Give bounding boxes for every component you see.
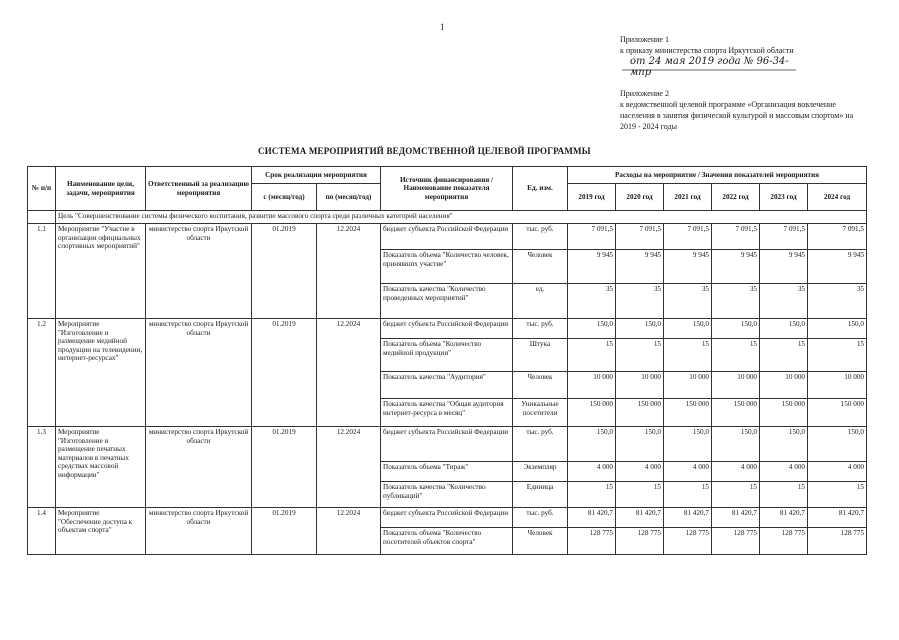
source-cell: Показатель объема "Тираж" [381, 462, 513, 482]
source-cell: бюджет субъекта Российской Федерации [381, 224, 513, 250]
unit-cell: Единица [513, 482, 568, 508]
header-unit: Ед. изм. [513, 167, 568, 211]
table-row [28, 508, 867, 528]
appendix1-title: Приложение 1 [620, 35, 669, 44]
value-cell: 15 [712, 482, 760, 508]
item-name: Мероприятие "Изготовление и размещение печатных материалов в печатных средствах массовой информации" [56, 427, 146, 508]
value-cell: 81 420,7 [712, 508, 760, 528]
table-row [28, 319, 867, 339]
source-cell: Показатель качества "Количество публикаций" [381, 482, 513, 508]
value-cell: 15 [760, 339, 808, 372]
item-number: 1.2 [28, 319, 56, 427]
unit-cell: ед. [513, 284, 568, 319]
source-cell: Показатель объема "Количество медийной продукции" [381, 339, 513, 372]
value-cell: 35 [664, 284, 712, 319]
item-responsible: министерство спорта Иркутской области [146, 224, 252, 319]
value-cell: 35 [808, 284, 867, 319]
item-to: 12.2024 [317, 319, 381, 427]
value-cell: 150,0 [760, 319, 808, 339]
appendix2-title: Приложение 2 [620, 89, 669, 98]
header-year: 2022 год [712, 184, 760, 211]
item-from: 01.2019 [252, 224, 317, 319]
header-year: 2019 год [568, 184, 616, 211]
table-row [28, 427, 867, 462]
item-from: 01.2019 [252, 508, 317, 555]
measures-table [27, 166, 867, 555]
item-responsible: министерство спорта Иркутской области [146, 319, 252, 427]
value-cell: 15 [712, 339, 760, 372]
value-cell: 150 000 [664, 399, 712, 427]
unit-cell: тыс. руб. [513, 427, 568, 462]
header-year: 2024 год [808, 184, 867, 211]
source-cell: бюджет субъекта Российской Федерации [381, 319, 513, 339]
value-cell: 128 775 [616, 528, 664, 555]
value-cell: 7 091,5 [568, 224, 616, 250]
value-cell: 35 [616, 284, 664, 319]
value-cell: 81 420,7 [664, 508, 712, 528]
item-name: Мероприятие "Обеспечение доступа к объектам спорта" [56, 508, 146, 555]
value-cell: 150 000 [808, 399, 867, 427]
header-from: с (месяц/год) [252, 184, 317, 211]
value-cell: 150,0 [808, 319, 867, 339]
value-cell: 9 945 [664, 250, 712, 284]
value-cell: 35 [568, 284, 616, 319]
header-year: 2021 год [664, 184, 712, 211]
value-cell: 128 775 [760, 528, 808, 555]
item-responsible: министерство спорта Иркутской области [146, 508, 252, 555]
item-to: 12.2024 [317, 427, 381, 508]
header-period: Срок реализации мероприятия [252, 167, 381, 184]
value-cell: 9 945 [760, 250, 808, 284]
value-cell: 7 091,5 [808, 224, 867, 250]
header-source: Источник финансирования / Наименование показателя мероприятия [381, 167, 513, 211]
unit-cell: тыс. руб. [513, 508, 568, 528]
value-cell: 150 000 [568, 399, 616, 427]
appendix1-order: к приказу министерства спорта Иркутской области [620, 46, 794, 55]
value-cell: 4 000 [664, 462, 712, 482]
value-cell: 150,0 [808, 427, 867, 462]
value-cell: 150,0 [664, 427, 712, 462]
source-cell: Показатель качества "Аудитория" [381, 372, 513, 399]
value-cell: 10 000 [664, 372, 712, 399]
item-from: 01.2019 [252, 319, 317, 427]
value-cell: 7 091,5 [664, 224, 712, 250]
value-cell: 15 [808, 339, 867, 372]
source-cell: Показатель качества "Общая аудитория интернет-ресурса в месяц" [381, 399, 513, 427]
value-cell: 35 [760, 284, 808, 319]
unit-cell: Экземпляр [513, 462, 568, 482]
source-cell: Показатель объема "Количество человек, принявших участие" [381, 250, 513, 284]
table-row [28, 224, 867, 250]
value-cell: 150,0 [712, 319, 760, 339]
unit-cell: Штука [513, 339, 568, 372]
value-cell: 150,0 [664, 319, 712, 339]
item-to: 12.2024 [317, 508, 381, 555]
document-title: СИСТЕМА МЕРОПРИЯТИЙ ВЕДОМСТВЕННОЙ ЦЕЛЕВОЙ ПРОГРАММЫ [258, 146, 591, 156]
value-cell: 15 [664, 482, 712, 508]
unit-cell: Человек [513, 250, 568, 284]
value-cell: 10 000 [568, 372, 616, 399]
unit-cell: Человек [513, 372, 568, 399]
value-cell: 81 420,7 [616, 508, 664, 528]
item-number: 1.3 [28, 427, 56, 508]
value-cell: 150,0 [760, 427, 808, 462]
source-cell: бюджет субъекта Российской Федерации [381, 508, 513, 528]
value-cell: 15 [616, 482, 664, 508]
value-cell: 15 [616, 339, 664, 372]
header-to: по (месяц/год) [317, 184, 381, 211]
goal-row: Цель "Совершенствование системы физического воспитания, развитие массового спорта среди различных категорий населения" [56, 211, 867, 224]
value-cell: 9 945 [808, 250, 867, 284]
value-cell: 4 000 [616, 462, 664, 482]
value-cell: 10 000 [760, 372, 808, 399]
unit-cell: Человек [513, 528, 568, 555]
value-cell: 150 000 [616, 399, 664, 427]
header-name: Наименование цели, задачи, мероприятия [56, 167, 146, 211]
value-cell: 7 091,5 [760, 224, 808, 250]
unit-cell: тыс. руб. [513, 224, 568, 250]
page-number: 1 [440, 22, 445, 32]
value-cell: 150,0 [712, 427, 760, 462]
handwritten-order-date [620, 56, 800, 78]
signature-text: от 24 мая 2019 года № 96-34-мпр [630, 56, 789, 78]
value-cell: 7 091,5 [616, 224, 664, 250]
value-cell: 4 000 [712, 462, 760, 482]
item-number: 1.1 [28, 224, 56, 319]
value-cell: 10 000 [616, 372, 664, 399]
item-from: 01.2019 [252, 427, 317, 508]
appendix2-block [620, 88, 865, 132]
header-responsible: Ответственный за реализацию мероприятия [146, 167, 252, 211]
value-cell: 150,0 [616, 319, 664, 339]
source-cell: Показатель качества "Количество проведенных мероприятий" [381, 284, 513, 319]
source-cell: бюджет субъекта Российской Федерации [381, 427, 513, 462]
value-cell: 81 420,7 [808, 508, 867, 528]
header-year: 2020 год [616, 184, 664, 211]
value-cell: 7 091,5 [712, 224, 760, 250]
value-cell: 150,0 [616, 427, 664, 462]
value-cell: 15 [664, 339, 712, 372]
value-cell: 81 420,7 [568, 508, 616, 528]
unit-cell: тыс. руб. [513, 319, 568, 339]
item-number: 1.4 [28, 508, 56, 555]
item-name: Мероприятие "Участие в организации официальных спортивных мероприятий" [56, 224, 146, 319]
value-cell: 81 420,7 [760, 508, 808, 528]
appendix2-text: к ведомственной целевой программе «Организация вовлечение населения в занятия физической культурой и массовым спортом» на 2019 - 2024 годы [620, 100, 854, 131]
value-cell: 15 [568, 482, 616, 508]
value-cell: 128 775 [712, 528, 760, 555]
value-cell: 128 775 [568, 528, 616, 555]
value-cell: 150,0 [568, 319, 616, 339]
value-cell: 150 000 [712, 399, 760, 427]
header-costs: Расходы на мероприятие / Значения показателей мероприятия [568, 167, 867, 184]
header-year: 2023 год [760, 184, 808, 211]
value-cell: 128 775 [664, 528, 712, 555]
value-cell: 150 000 [760, 399, 808, 427]
value-cell: 150,0 [568, 427, 616, 462]
item-name: Мероприятие "Изготовление и размещение медийной продукции на телевидении, интернет-ресурсах" [56, 319, 146, 427]
value-cell: 128 775 [808, 528, 867, 555]
goal-num-cell [28, 211, 56, 224]
source-cell: Показатель объема "Количество посетителей объектов спорта" [381, 528, 513, 555]
value-cell: 15 [808, 482, 867, 508]
item-to: 12.2024 [317, 224, 381, 319]
unit-cell: Уникальные посетители [513, 399, 568, 427]
header-num: № п/п [28, 167, 56, 211]
value-cell: 35 [712, 284, 760, 319]
value-cell: 4 000 [760, 462, 808, 482]
value-cell: 4 000 [568, 462, 616, 482]
value-cell: 15 [760, 482, 808, 508]
value-cell: 4 000 [808, 462, 867, 482]
value-cell: 10 000 [712, 372, 760, 399]
item-responsible: министерство спорта Иркутской области [146, 427, 252, 508]
value-cell: 9 945 [616, 250, 664, 284]
value-cell: 9 945 [568, 250, 616, 284]
value-cell: 9 945 [712, 250, 760, 284]
value-cell: 15 [568, 339, 616, 372]
value-cell: 10 000 [808, 372, 867, 399]
